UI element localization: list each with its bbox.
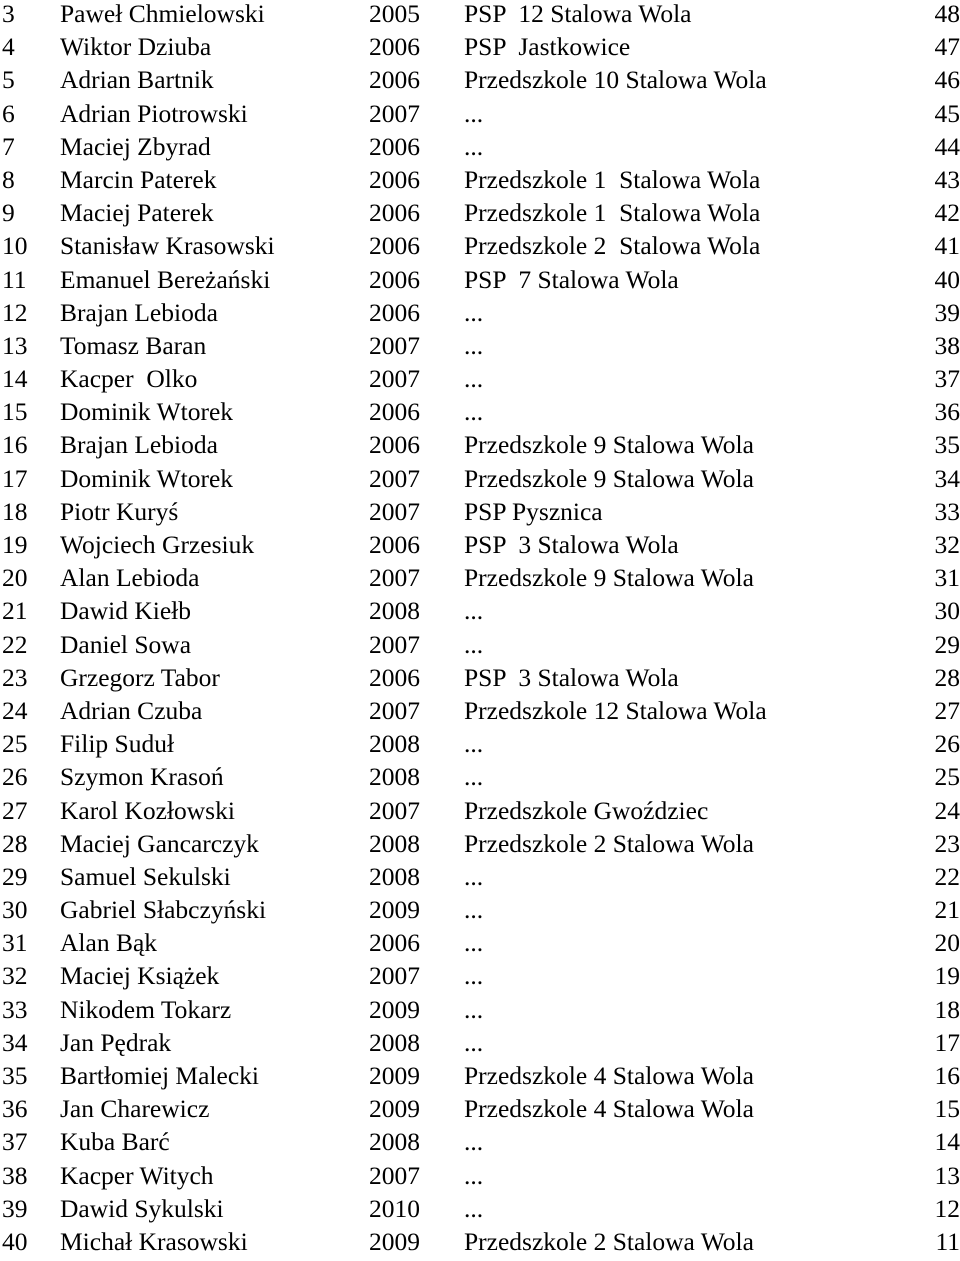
name-cell: Brajan Lebioda	[60, 299, 218, 327]
place-cell: 35	[2, 1062, 28, 1090]
table-row	[0, 996, 960, 1029]
school-cell: ...	[464, 1029, 483, 1057]
score-cell: 38	[935, 332, 960, 360]
place-cell: 13	[2, 332, 28, 360]
place-cell: 22	[2, 631, 28, 659]
score-cell: 13	[935, 1162, 960, 1190]
place-cell: 15	[2, 398, 28, 426]
place-cell: 28	[2, 830, 28, 858]
year-cell: 2006	[369, 199, 420, 227]
name-cell: Michał Krasowski	[60, 1228, 248, 1256]
school-cell: Przedszkole 10 Stalowa Wola	[464, 66, 767, 94]
school-cell: ...	[464, 996, 483, 1024]
score-cell: 29	[935, 631, 960, 659]
table-row	[0, 1228, 960, 1261]
place-cell: 20	[2, 564, 28, 592]
name-cell: Wiktor Dziuba	[60, 33, 211, 61]
name-cell: Nikodem Tokarz	[60, 996, 231, 1024]
table-row	[0, 66, 960, 99]
year-cell: 2006	[369, 531, 420, 559]
place-cell: 3	[2, 0, 15, 28]
year-cell: 2006	[369, 431, 420, 459]
year-cell: 2007	[369, 564, 420, 592]
table-row	[0, 266, 960, 299]
school-cell: PSP 7 Stalowa Wola	[464, 266, 679, 294]
school-cell: Przedszkole 12 Stalowa Wola	[464, 697, 767, 725]
year-cell: 2009	[369, 1228, 420, 1256]
score-cell: 32	[935, 531, 960, 559]
place-cell: 16	[2, 431, 28, 459]
name-cell: Samuel Sekulski	[60, 863, 231, 891]
score-cell: 19	[935, 962, 960, 990]
year-cell: 2007	[369, 797, 420, 825]
score-cell: 42	[935, 199, 960, 227]
name-cell: Brajan Lebioda	[60, 431, 218, 459]
place-cell: 19	[2, 531, 28, 559]
school-cell: Przedszkole 4 Stalowa Wola	[464, 1062, 754, 1090]
name-cell: Kuba Barć	[60, 1128, 170, 1156]
school-cell: ...	[464, 332, 483, 360]
school-cell: ...	[464, 365, 483, 393]
year-cell: 2008	[369, 730, 420, 758]
name-cell: Jan Pędrak	[60, 1029, 171, 1057]
score-cell: 41	[935, 232, 960, 260]
year-cell: 2007	[369, 332, 420, 360]
name-cell: Stanisław Krasowski	[60, 232, 275, 260]
name-cell: Karol Kozłowski	[60, 797, 235, 825]
table-row	[0, 896, 960, 929]
table-row	[0, 33, 960, 66]
year-cell: 2008	[369, 597, 420, 625]
year-cell: 2005	[369, 0, 420, 28]
table-row	[0, 1195, 960, 1228]
table-row	[0, 0, 960, 33]
score-cell: 16	[935, 1062, 960, 1090]
place-cell: 9	[2, 199, 15, 227]
table-row	[0, 498, 960, 531]
name-cell: Dominik Wtorek	[60, 398, 233, 426]
school-cell: PSP Jastkowice	[464, 33, 630, 61]
school-cell: Przedszkole Gwoździec	[464, 797, 708, 825]
school-cell: ...	[464, 730, 483, 758]
school-cell: ...	[464, 631, 483, 659]
score-cell: 43	[935, 166, 960, 194]
school-cell: ...	[464, 1195, 483, 1223]
name-cell: Marcin Paterek	[60, 166, 216, 194]
table-row	[0, 166, 960, 199]
score-cell: 44	[935, 133, 960, 161]
year-cell: 2009	[369, 996, 420, 1024]
place-cell: 18	[2, 498, 28, 526]
place-cell: 29	[2, 863, 28, 891]
school-cell: Przedszkole 1 Stalowa Wola	[464, 199, 760, 227]
school-cell: ...	[464, 929, 483, 957]
score-cell: 33	[935, 498, 960, 526]
place-cell: 31	[2, 929, 28, 957]
place-cell: 11	[2, 266, 27, 294]
score-cell: 17	[935, 1029, 960, 1057]
score-cell: 25	[935, 763, 960, 791]
name-cell: Daniel Sowa	[60, 631, 191, 659]
score-cell: 37	[935, 365, 960, 393]
school-cell: ...	[464, 398, 483, 426]
place-cell: 38	[2, 1162, 28, 1190]
score-cell: 22	[935, 863, 960, 891]
table-row	[0, 1162, 960, 1195]
score-cell: 47	[935, 33, 960, 61]
school-cell: ...	[464, 133, 483, 161]
table-row	[0, 232, 960, 265]
score-cell: 24	[935, 797, 960, 825]
table-row	[0, 697, 960, 730]
score-cell: 21	[935, 896, 960, 924]
year-cell: 2006	[369, 929, 420, 957]
year-cell: 2009	[369, 1062, 420, 1090]
school-cell: ...	[464, 299, 483, 327]
score-cell: 14	[935, 1128, 960, 1156]
place-cell: 36	[2, 1095, 28, 1123]
table-row	[0, 332, 960, 365]
school-cell: ...	[464, 863, 483, 891]
place-cell: 37	[2, 1128, 28, 1156]
year-cell: 2009	[369, 1095, 420, 1123]
name-cell: Jan Charewicz	[60, 1095, 209, 1123]
year-cell: 2007	[369, 631, 420, 659]
place-cell: 6	[2, 100, 15, 128]
score-cell: 15	[935, 1095, 960, 1123]
place-cell: 25	[2, 730, 28, 758]
name-cell: Alan Lebioda	[60, 564, 200, 592]
table-row	[0, 763, 960, 796]
table-row	[0, 1029, 960, 1062]
place-cell: 23	[2, 664, 28, 692]
year-cell: 2006	[369, 66, 420, 94]
year-cell: 2006	[369, 398, 420, 426]
name-cell: Tomasz Baran	[60, 332, 206, 360]
table-row	[0, 465, 960, 498]
table-row	[0, 962, 960, 995]
table-row	[0, 564, 960, 597]
score-cell: 30	[935, 597, 960, 625]
place-cell: 5	[2, 66, 15, 94]
name-cell: Maciej Książek	[60, 962, 219, 990]
place-cell: 17	[2, 465, 28, 493]
name-cell: Alan Bąk	[60, 929, 157, 957]
year-cell: 2007	[369, 697, 420, 725]
school-cell: Przedszkole 9 Stalowa Wola	[464, 431, 754, 459]
school-cell: PSP 12 Stalowa Wola	[464, 0, 691, 28]
year-cell: 2008	[369, 1029, 420, 1057]
year-cell: 2006	[369, 133, 420, 161]
table-row	[0, 199, 960, 232]
place-cell: 14	[2, 365, 28, 393]
year-cell: 2007	[369, 498, 420, 526]
school-cell: Przedszkole 1 Stalowa Wola	[464, 166, 760, 194]
name-cell: Paweł Chmielowski	[60, 0, 265, 28]
table-row	[0, 1062, 960, 1095]
table-row	[0, 730, 960, 763]
table-row	[0, 863, 960, 896]
year-cell: 2007	[369, 1162, 420, 1190]
score-cell: 40	[935, 266, 960, 294]
table-row	[0, 398, 960, 431]
year-cell: 2008	[369, 763, 420, 791]
score-cell: 39	[935, 299, 960, 327]
table-row	[0, 664, 960, 697]
year-cell: 2006	[369, 266, 420, 294]
name-cell: Kacper Olko	[60, 365, 197, 393]
place-cell: 26	[2, 763, 28, 791]
name-cell: Maciej Gancarczyk	[60, 830, 259, 858]
school-cell: ...	[464, 597, 483, 625]
table-row	[0, 1128, 960, 1161]
name-cell: Grzegorz Tabor	[60, 664, 220, 692]
name-cell: Maciej Zbyrad	[60, 133, 211, 161]
year-cell: 2008	[369, 1128, 420, 1156]
school-cell: ...	[464, 962, 483, 990]
score-cell: 26	[935, 730, 960, 758]
table-row	[0, 133, 960, 166]
name-cell: Bartłomiej Malecki	[60, 1062, 259, 1090]
name-cell: Dawid Kiełb	[60, 597, 191, 625]
place-cell: 39	[2, 1195, 28, 1223]
year-cell: 2006	[369, 664, 420, 692]
name-cell: Szymon Krasoń	[60, 763, 224, 791]
year-cell: 2008	[369, 863, 420, 891]
school-cell: Przedszkole 2 Stalowa Wola	[464, 830, 754, 858]
place-cell: 40	[2, 1228, 28, 1256]
score-cell: 31	[935, 564, 960, 592]
table-row	[0, 299, 960, 332]
table-row	[0, 830, 960, 863]
school-cell: ...	[464, 100, 483, 128]
place-cell: 4	[2, 33, 15, 61]
school-cell: ...	[464, 1162, 483, 1190]
place-cell: 27	[2, 797, 28, 825]
table-row	[0, 797, 960, 830]
year-cell: 2007	[369, 465, 420, 493]
school-cell: Przedszkole 2 Stalowa Wola	[464, 232, 760, 260]
school-cell: ...	[464, 763, 483, 791]
score-cell: 18	[935, 996, 960, 1024]
place-cell: 10	[2, 232, 28, 260]
score-cell: 48	[935, 0, 960, 28]
score-cell: 28	[935, 664, 960, 692]
name-cell: Maciej Paterek	[60, 199, 214, 227]
table-row	[0, 365, 960, 398]
place-cell: 30	[2, 896, 28, 924]
score-cell: 23	[935, 830, 960, 858]
school-cell: Przedszkole 4 Stalowa Wola	[464, 1095, 754, 1123]
place-cell: 32	[2, 962, 28, 990]
school-cell: Przedszkole 2 Stalowa Wola	[464, 1228, 754, 1256]
table-row	[0, 597, 960, 630]
school-cell: ...	[464, 896, 483, 924]
score-cell: 11	[935, 1228, 960, 1256]
school-cell: PSP 3 Stalowa Wola	[464, 664, 679, 692]
name-cell: Adrian Piotrowski	[60, 100, 248, 128]
name-cell: Wojciech Grzesiuk	[60, 531, 254, 559]
place-cell: 21	[2, 597, 28, 625]
score-cell: 45	[935, 100, 960, 128]
name-cell: Adrian Czuba	[60, 697, 202, 725]
year-cell: 2006	[369, 299, 420, 327]
name-cell: Piotr Kuryś	[60, 498, 178, 526]
school-cell: Przedszkole 9 Stalowa Wola	[464, 465, 754, 493]
place-cell: 12	[2, 299, 28, 327]
score-cell: 12	[935, 1195, 960, 1223]
school-cell: Przedszkole 9 Stalowa Wola	[464, 564, 754, 592]
score-cell: 36	[935, 398, 960, 426]
year-cell: 2006	[369, 166, 420, 194]
year-cell: 2006	[369, 33, 420, 61]
place-cell: 33	[2, 996, 28, 1024]
score-cell: 20	[935, 929, 960, 957]
school-cell: PSP Pysznica	[464, 498, 603, 526]
year-cell: 2007	[369, 365, 420, 393]
name-cell: Dawid Sykulski	[60, 1195, 224, 1223]
year-cell: 2009	[369, 896, 420, 924]
year-cell: 2006	[369, 232, 420, 260]
score-cell: 35	[935, 431, 960, 459]
place-cell: 8	[2, 166, 15, 194]
year-cell: 2008	[369, 830, 420, 858]
year-cell: 2010	[369, 1195, 420, 1223]
table-row	[0, 631, 960, 664]
name-cell: Emanuel Bereżański	[60, 266, 270, 294]
table-row	[0, 1095, 960, 1128]
place-cell: 24	[2, 697, 28, 725]
name-cell: Gabriel Słabczyński	[60, 896, 266, 924]
year-cell: 2007	[369, 962, 420, 990]
school-cell: ...	[464, 1128, 483, 1156]
name-cell: Dominik Wtorek	[60, 465, 233, 493]
score-cell: 46	[935, 66, 960, 94]
table-row	[0, 100, 960, 133]
place-cell: 7	[2, 133, 15, 161]
name-cell: Filip Suduł	[60, 730, 174, 758]
table-row	[0, 929, 960, 962]
name-cell: Kacper Witych	[60, 1162, 214, 1190]
table-row	[0, 531, 960, 564]
score-cell: 27	[935, 697, 960, 725]
score-cell: 34	[935, 465, 960, 493]
year-cell: 2007	[369, 100, 420, 128]
name-cell: Adrian Bartnik	[60, 66, 214, 94]
school-cell: PSP 3 Stalowa Wola	[464, 531, 679, 559]
table-row	[0, 431, 960, 464]
place-cell: 34	[2, 1029, 28, 1057]
